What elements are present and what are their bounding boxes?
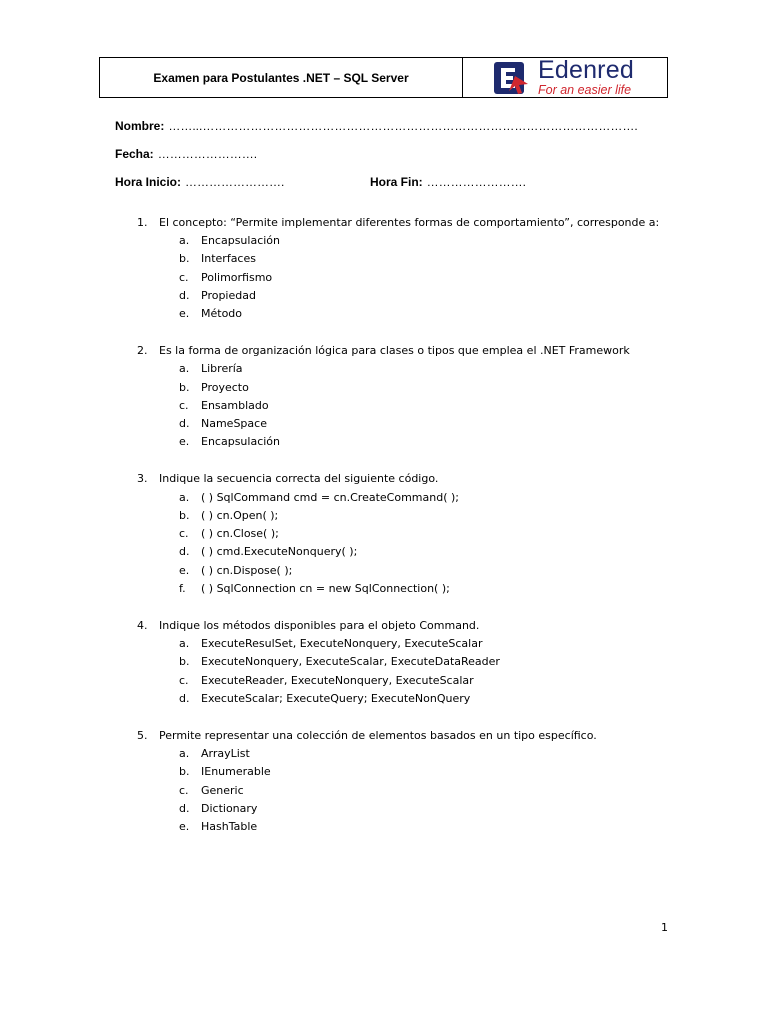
option-text: ( ) cmd.ExecuteNonquery( ); — [201, 545, 358, 559]
question-text: Permite representar una colección de elementos basados en un tipo específico. — [159, 728, 597, 742]
option-letter: d. — [179, 801, 190, 815]
option-letter: a. — [179, 233, 190, 247]
option-text: IEnumerable — [201, 765, 271, 779]
option-text: HashTable — [201, 820, 258, 834]
option-letter: f. — [179, 581, 186, 595]
option-text: ( ) SqlConnection cn = new SqlConnection( ); — [201, 581, 450, 595]
answer-option — [137, 414, 659, 432]
hora-fin-label: Hora Fin: — [370, 175, 423, 189]
option-letter: e. — [179, 435, 190, 449]
hora-inicio-field — [115, 175, 284, 189]
hora-fin-field — [370, 175, 526, 189]
answer-option — [137, 231, 659, 249]
option-letter: b. — [179, 765, 190, 779]
option-text: Ensamblado — [201, 398, 269, 412]
option-text: ExecuteResulSet, ExecuteNonquery, ExecuteScalar — [201, 637, 483, 651]
option-letter: d. — [179, 545, 190, 559]
nombre-field — [115, 119, 638, 133]
answer-option — [137, 488, 659, 506]
page-number: 1 — [661, 921, 668, 934]
answer-option — [137, 378, 659, 396]
document-header — [99, 57, 668, 98]
option-letter: d. — [179, 691, 190, 705]
edenred-logo — [463, 58, 667, 97]
question-number: 2. — [137, 343, 148, 357]
hora-inicio-label: Hora Inicio: — [115, 175, 182, 189]
question-number: 1. — [137, 215, 148, 229]
answer-option — [137, 304, 659, 322]
option-letter: d. — [179, 288, 190, 302]
question-1 — [137, 213, 659, 323]
answer-option — [137, 543, 659, 561]
option-letter: d. — [179, 417, 190, 431]
option-letter: e. — [179, 563, 190, 577]
option-letter: c. — [179, 398, 189, 412]
logo-tagline: For an easier life — [538, 83, 632, 98]
option-letter: c. — [179, 270, 189, 284]
answer-option — [137, 763, 659, 781]
option-text: ArrayList — [201, 747, 250, 761]
option-text: ExecuteScalar; ExecuteQuery; ExecuteNonQuery — [201, 691, 471, 705]
nombre-blank: ……...………………………………………………………………………………………………. — [168, 119, 638, 133]
fecha-label: Fecha: — [115, 147, 154, 161]
answer-option — [137, 634, 659, 652]
hora-fin-blank: ……………………. — [426, 175, 527, 189]
option-letter: b. — [179, 252, 190, 266]
question-3 — [137, 470, 659, 598]
question-text: Es la forma de organización lógica para clases o tipos que emplea el .NET Framework — [159, 343, 630, 357]
answer-option — [137, 671, 659, 689]
option-text: Método — [201, 307, 243, 321]
option-letter: a. — [179, 362, 190, 376]
option-text: ( ) SqlCommand cmd = cn.CreateCommand( ); — [201, 490, 459, 504]
answer-option — [137, 781, 659, 799]
answer-option — [137, 561, 659, 579]
option-text: Proyecto — [201, 380, 249, 394]
edenred-logo-icon — [494, 62, 530, 94]
option-text: Generic — [201, 783, 244, 797]
question-number: 4. — [137, 618, 148, 632]
option-letter: a. — [179, 747, 190, 761]
option-text: Encapsulación — [201, 233, 280, 247]
option-text: ( ) cn.Dispose( ); — [201, 563, 293, 577]
question-5 — [137, 726, 659, 836]
exam-title: Examen para Postulantes .NET – SQL Server — [100, 58, 463, 97]
answer-option — [137, 818, 659, 836]
answer-option — [137, 433, 659, 451]
option-text: NameSpace — [201, 417, 267, 431]
option-letter: e. — [179, 820, 190, 834]
answer-option — [137, 689, 659, 707]
question-text: Indique la secuencia correcta del siguiente código. — [159, 472, 439, 486]
answer-option — [137, 579, 659, 597]
answer-option — [137, 744, 659, 762]
fecha-blank: ……………………. — [157, 147, 258, 161]
option-letter: e. — [179, 307, 190, 321]
option-text: ( ) cn.Open( ); — [201, 508, 279, 522]
question-number: 5. — [137, 728, 148, 742]
question-number: 3. — [137, 472, 148, 486]
option-text: Librería — [201, 362, 243, 376]
answer-option — [137, 360, 659, 378]
logo-brand-text: Edenred — [538, 56, 634, 85]
answer-option — [137, 506, 659, 524]
option-text: ExecuteReader, ExecuteNonquery, ExecuteScalar — [201, 673, 474, 687]
option-text: Polimorfismo — [201, 270, 273, 284]
fecha-field — [115, 147, 257, 161]
option-letter: c. — [179, 783, 189, 797]
question-text: El concepto: “Permite implementar diferentes formas de comportamiento”, corresponde a: — [159, 215, 660, 229]
option-letter: a. — [179, 637, 190, 651]
nombre-label: Nombre: — [115, 119, 165, 133]
option-text: Dictionary — [201, 801, 258, 815]
question-text: Indique los métodos disponibles para el objeto Command. — [159, 618, 480, 632]
answer-option — [137, 396, 659, 414]
option-text: ExecuteNonquery, ExecuteScalar, ExecuteDataReader — [201, 655, 500, 669]
answer-option — [137, 250, 659, 268]
question-list — [137, 213, 659, 854]
option-text: Propiedad — [201, 288, 256, 302]
option-letter: b. — [179, 380, 190, 394]
option-letter: a. — [179, 490, 190, 504]
option-text: ( ) cn.Close( ); — [201, 527, 279, 541]
answer-option — [137, 653, 659, 671]
option-text: Interfaces — [201, 252, 256, 266]
hora-inicio-blank: ……………………. — [185, 175, 285, 189]
answer-option — [137, 268, 659, 286]
answer-option — [137, 286, 659, 304]
question-2 — [137, 341, 659, 451]
option-text: Encapsulación — [201, 435, 280, 449]
option-letter: c. — [179, 527, 189, 541]
option-letter: b. — [179, 655, 190, 669]
answer-option — [137, 524, 659, 542]
question-4 — [137, 616, 659, 707]
option-letter: c. — [179, 673, 189, 687]
option-letter: b. — [179, 508, 190, 522]
answer-option — [137, 799, 659, 817]
